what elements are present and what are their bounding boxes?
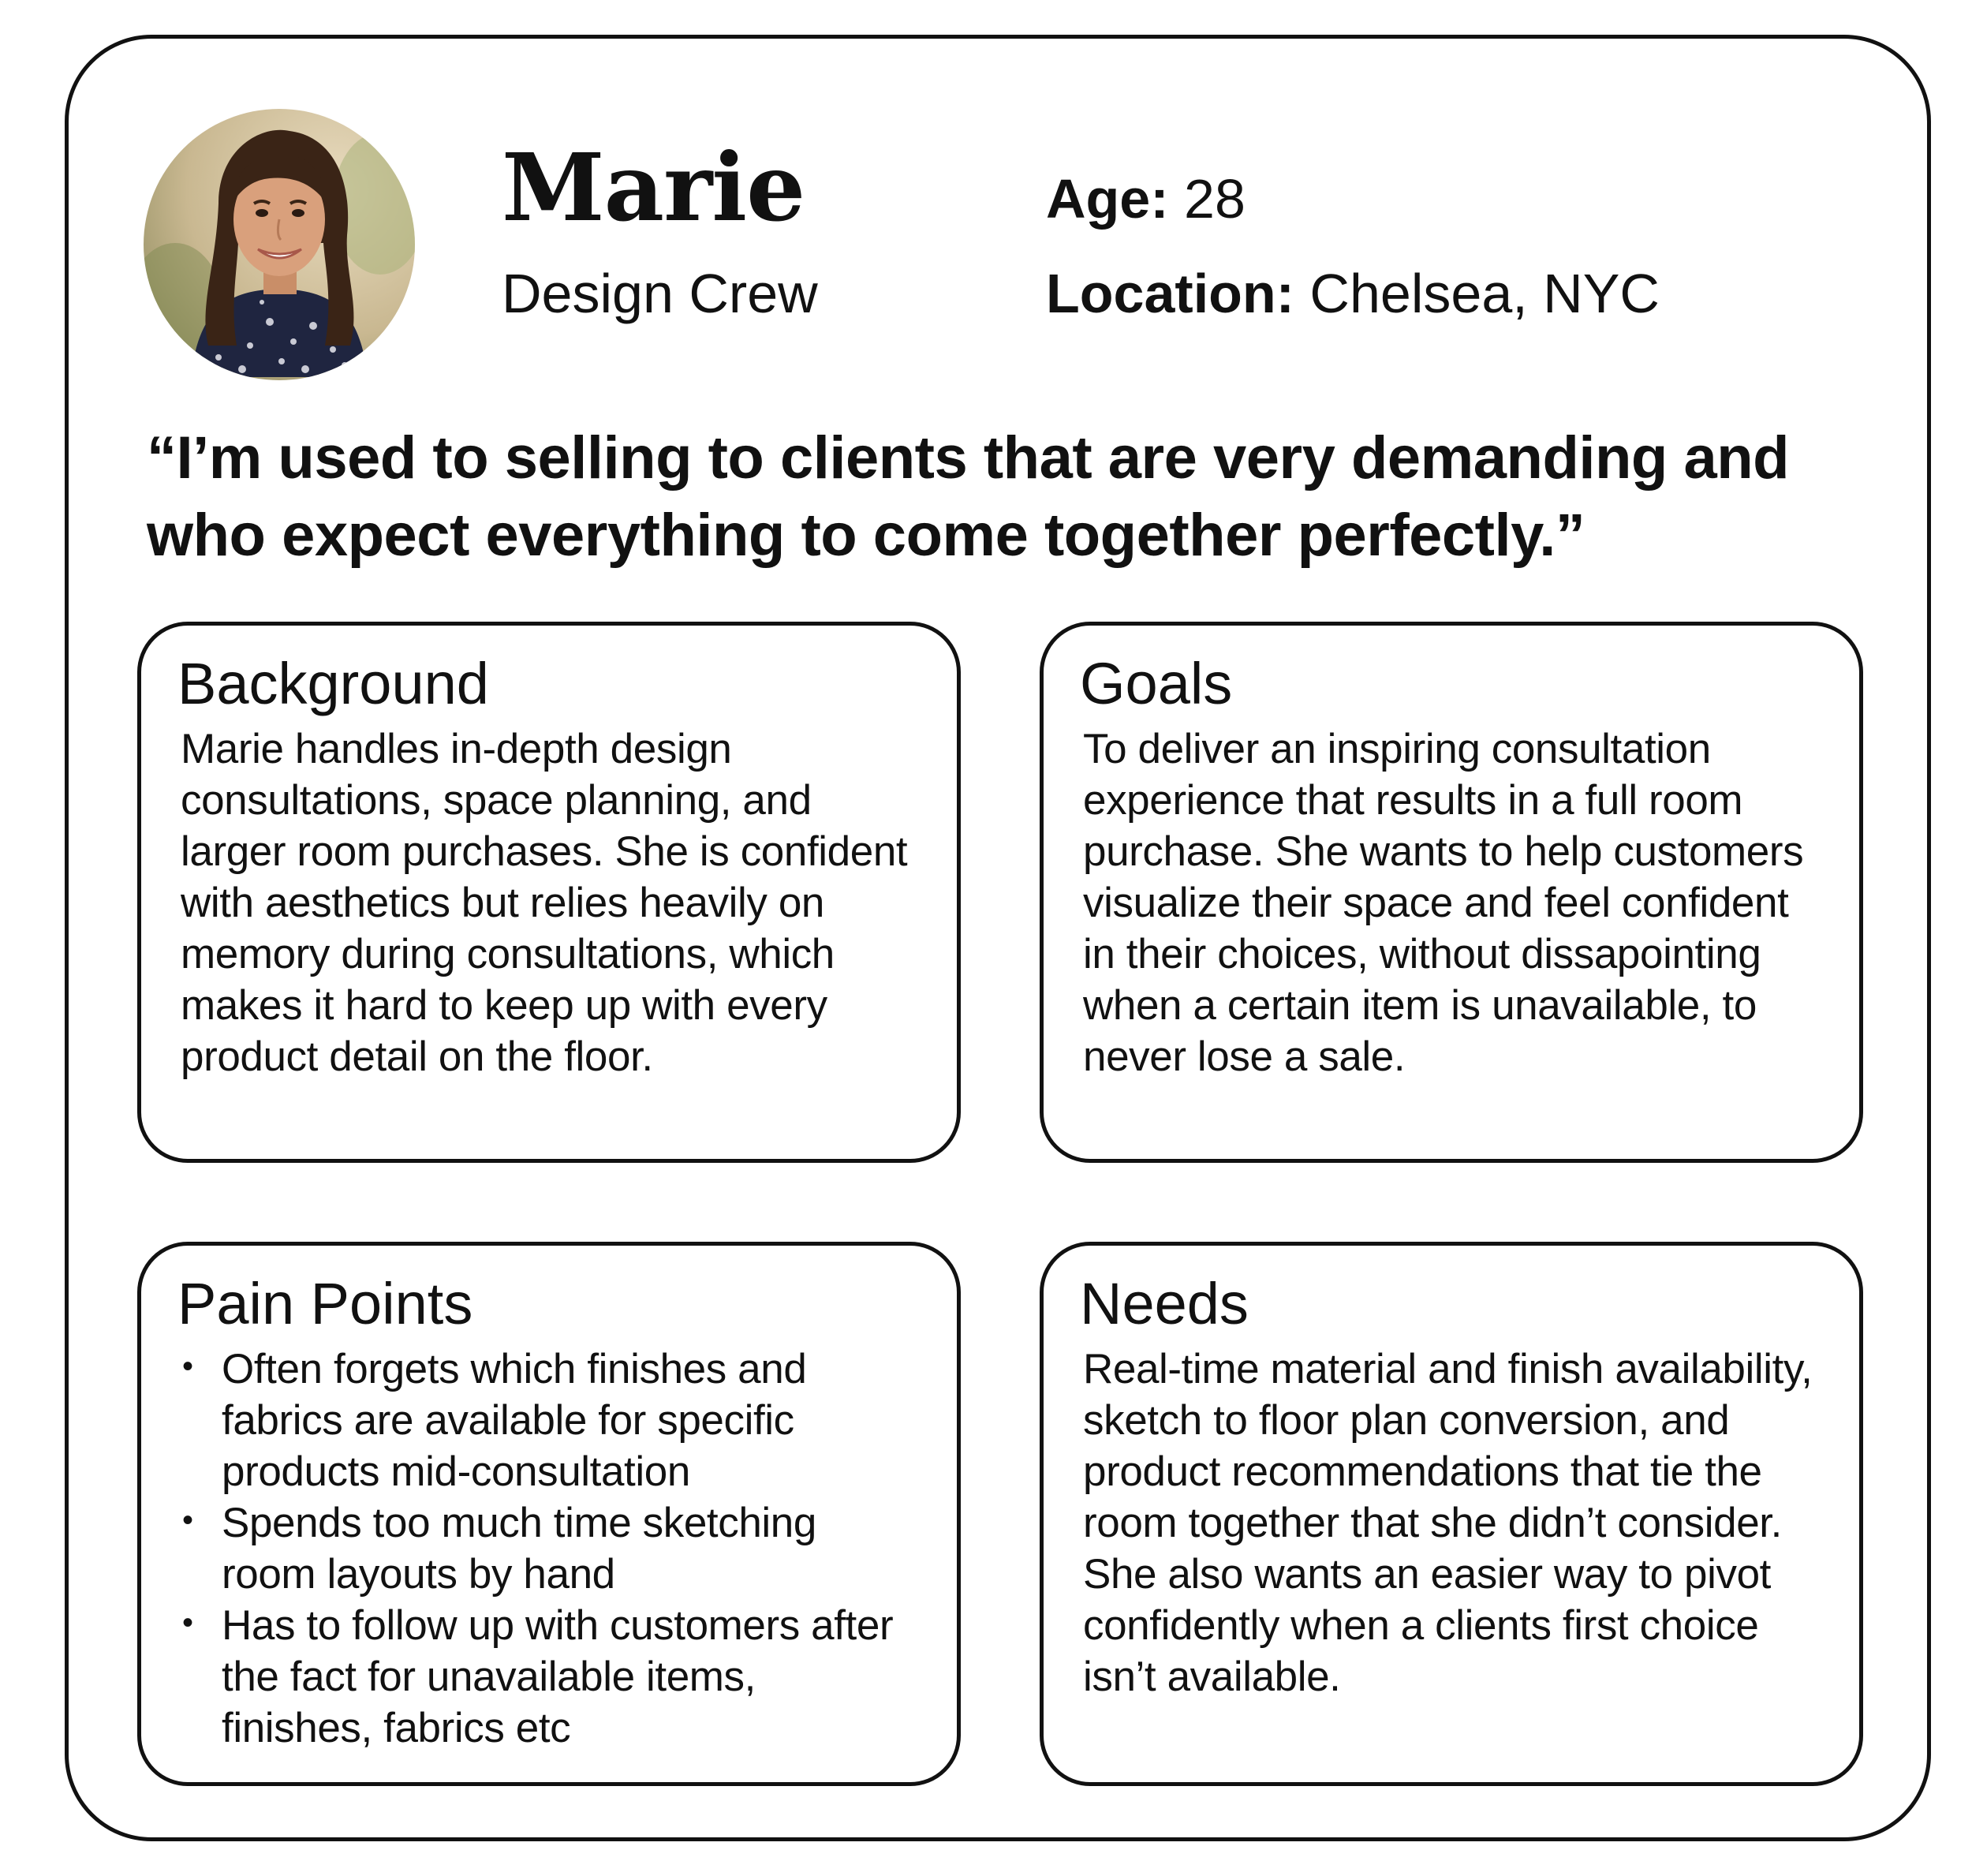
list-item (181, 1600, 917, 1754)
profile-photo-icon (144, 109, 415, 380)
pain-point-text: Has to follow up with customers after the fact for unavailable items, finishes, fabrics etc (222, 1602, 894, 1751)
bullet-icon: • (182, 1605, 193, 1640)
needs-panel (1040, 1242, 1863, 1786)
persona-name: Marie (502, 133, 805, 242)
age-label: Age: (1046, 168, 1169, 230)
goals-title: Goals (1080, 651, 1233, 716)
background-title: Background (177, 651, 489, 716)
persona-role: Design Crew (502, 263, 818, 324)
list-item (181, 1497, 917, 1600)
location-row (1046, 260, 1660, 327)
background-text: Marie handles in-depth design consultations, space planning, and larger room purchases. She is confident with aesthetics but relies heavily on memory during consultations, which makes it hard to keep up with every product detail on the floor. (181, 726, 908, 1080)
bullet-icon: • (182, 1503, 193, 1538)
age-value: 28 (1184, 168, 1246, 230)
pain-points-title: Pain Points (177, 1271, 473, 1336)
list-item (181, 1343, 917, 1497)
location-value: Chelsea, NYC (1309, 263, 1660, 324)
pain-point-text: Spends too much time sketching room layouts by hand (222, 1500, 816, 1598)
bullet-icon: • (182, 1349, 193, 1384)
persona-quote: “I’m used to selling to clients that are very demanding and who expect everything to come together perfectly.” (147, 424, 1790, 569)
goals-text: To deliver an inspiring consultation experience that results in a full room purchase. She wants to help customers visualize their space and feel confident in their choices, without dissapointing when a certain item is unavailable, to never lose a sale. (1083, 726, 1804, 1080)
goals-panel (1040, 622, 1863, 1163)
pain-points-list (181, 1343, 917, 1754)
pain-point-text: Often forgets which finishes and fabrics are available for specific products mid-consultation (222, 1346, 807, 1495)
pain-points-panel (137, 1242, 961, 1786)
avatar (144, 109, 415, 380)
location-label: Location: (1046, 263, 1294, 324)
needs-text: Real-time material and finish availability, sketch to floor plan conversion, and product recommendations that tie the room together that she didn’t consider. She also wants an easier way to pivot confidently when a clients first choice isn’t available. (1083, 1346, 1813, 1700)
background-panel (137, 622, 961, 1163)
needs-title: Needs (1080, 1271, 1249, 1336)
age-row (1046, 166, 1246, 232)
